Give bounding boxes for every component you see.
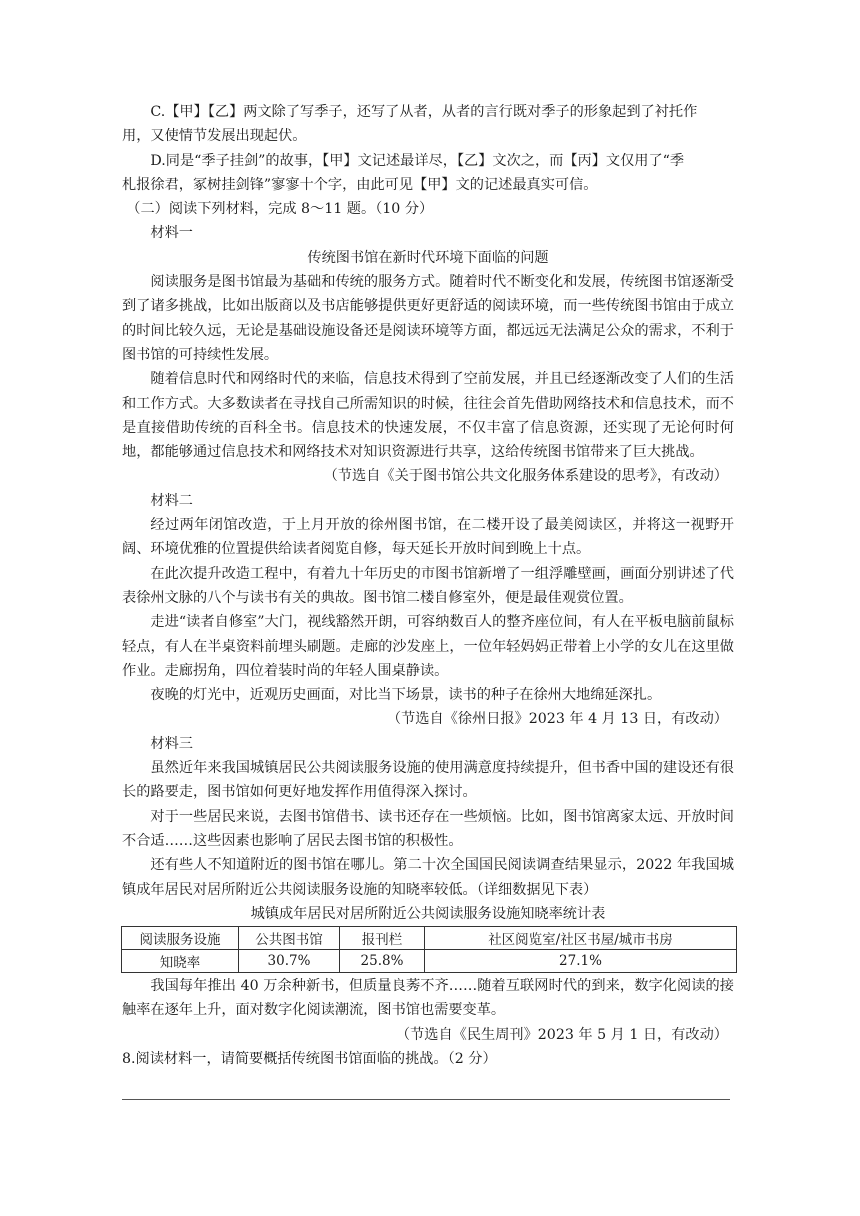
material3-label: 材料三 <box>150 735 193 752</box>
option-d-line1: D.同是“季子挂剑”的故事，【甲】文记述最详尽，【乙】文次之，而【丙】文仅用了“季 <box>150 152 685 169</box>
section-heading: （二）阅读下列材料，完成 8～11 题。（10 分） <box>126 201 434 218</box>
answer-line[interactable] <box>122 1071 730 1100</box>
material2-source: （节选自《徐州日报》2023 年 4 月 13 日，有改动） <box>386 711 728 728</box>
table-header-cell: 社区阅览室/社区书屋/城市书房 <box>425 927 737 950</box>
material3-paragraph: 还有些人不知道附近的图书馆在哪儿。第二十次全国国民阅读调查结果显示，2022 年我国城镇成年居民对居所附近公共阅读服务设施的知晓率较低。（详细数据见下表） <box>122 857 734 898</box>
table-cell: 30.7% <box>239 950 340 973</box>
table-row <box>122 950 737 973</box>
table-cell: 25.8% <box>340 950 425 973</box>
table-header-cell: 公共图书馆 <box>239 927 340 950</box>
material2-paragraph: 在此次提升改造工程中，有着九十年历史的市图书馆新增了一组浮雕壁画，画面分别讲述了代表徐州文脉的八个与读书有关的典故。图书馆二楼自修室外，便是最佳观赏位置。 <box>122 565 734 606</box>
option-d-line2: 札报徐君，冢树挂剑锋”寥寥十个字，由此可见【甲】文的记述最真实可信。 <box>122 176 598 193</box>
material1-label: 材料一 <box>150 225 193 242</box>
table-cell: 知晓率 <box>122 950 239 973</box>
material2-paragraph: 夜晚的灯光中，近观历史画面，对比当下场景，读书的种子在徐州大地绵延深扎。 <box>150 687 662 704</box>
material2-paragraph: 经过两年闭馆改造，于上月开放的徐州图书馆，在二楼开设了最美阅读区，并将这一视野开阔、环境优雅的位置提供给读者阅览自修，每天延长开放时间到晚上十点。 <box>122 517 734 558</box>
question-8: 8.阅读材料一，请简要概括传统图书馆面临的挑战。（2 分） <box>122 1050 497 1067</box>
material3-paragraph: 虽然近年来我国城镇居民公共阅读服务设施的使用满意度持续提升，但书香中国的建设还有很长的路要走，图书馆如何更好地发挥作用值得深入探讨。 <box>122 760 734 801</box>
option-c-line2: 用，又使情节发展出现起伏。 <box>122 128 307 145</box>
material1-paragraph: 随着信息时代和网络时代的来临，信息技术得到了空前发展，并且已经逐渐改变了人们的生活和工作方式。大多数读者在寻找自己所需知识的时候，往往会首先借助网络技术和信息技术，而不是直接借助传统的百科全书。信息技术的快速发展，不仅丰富了信息资源，还实现了无论何时何地，都能够通过信息技术和网络技术对知识资源进行共享，这给传统图书馆带来了巨大挑战。 <box>122 371 734 461</box>
table-caption: 城镇成年居民对居所附近公共阅读服务设施知晓率统计表 <box>250 905 606 922</box>
material1-paragraph: 阅读服务是图书馆最为基础和传统的服务方式。随着时代不断变化和发展，传统图书馆逐渐受到了诸多挑战，比如出版商以及书店能够提供更好更舒适的阅读环境，而一些传统图书馆由于成立的时间比较久远，无论是基础设施设备还是阅读环境等方面，都远远无法满足公众的需求，不利于图书馆的可持续性发展。 <box>122 274 734 363</box>
material3-paragraph: 我国每年推出 40 万余种新书，但质量良莠不齐……随着互联网时代的到来，数字化阅读的接触率在逐年上升，面对数字化阅读潮流，图书馆也需要变革。 <box>122 978 734 1019</box>
material1-title: 传统图书馆在新时代环境下面临的问题 <box>307 249 549 266</box>
material3-paragraph: 对于一些居民来说，去图书馆借书、读书还存在一些烦恼。比如，图书馆离家太远、开放时间不合适……这些因素也影响了居民去图书馆的积极性。 <box>122 808 734 849</box>
table-header-cell: 阅读服务设施 <box>122 927 239 950</box>
material3-source: （节选自《民生周刊》2023 年 5 月 1 日，有改动） <box>395 1026 728 1043</box>
table-header-cell: 报刊栏 <box>340 927 425 950</box>
document-page <box>122 100 734 1100</box>
material2-paragraph: 走进“读者自修室”大门，视线豁然开朗，可容纳数百人的整齐座位间，有人在平板电脑前鼠标轻点，有人在半桌资料前埋头刷题。走廊的沙发座上，一位年轻妈妈正带着上小学的女儿在这里做作业。走廊拐角，四位着装时尚的年轻人围桌静读。 <box>122 614 734 679</box>
awareness-table <box>121 926 737 973</box>
table-header-row <box>122 927 737 950</box>
material1-source: （节选自《关于图书馆公共文化服务体系建设的思考》，有改动） <box>323 468 728 485</box>
material2-label: 材料二 <box>150 492 193 509</box>
table-cell: 27.1% <box>425 950 737 973</box>
option-c-line1: C.【甲】【乙】两文除了写季子，还写了从者，从者的言行既对季子的形象起到了衬托作 <box>150 104 698 120</box>
